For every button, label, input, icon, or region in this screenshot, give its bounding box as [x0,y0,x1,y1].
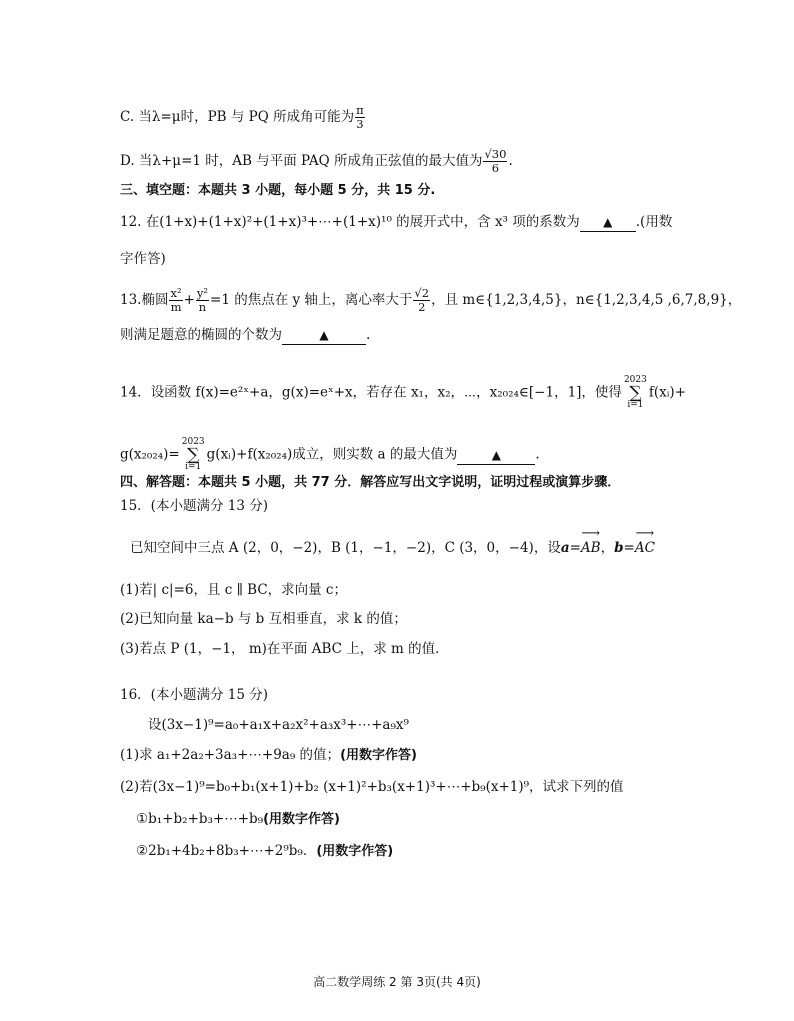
q14-summation-1: 2023 ∑ i=1 [623,375,647,410]
vector-ab: ⟶ AB [580,526,601,556]
q11-d-text: D. 当λ+μ=1 时，AB 与平面 PAQ 所成角正弦值的最大值为 [120,153,483,169]
vector-a: a [560,540,570,556]
q14-summation-2: 2023 ∑ i=1 [181,437,205,472]
q16-part-1: (1)求 a₁+2a₂+3a₃+⋯+9a₉ 的值；(用数字作答) [120,747,417,763]
q16-stem: 设(3x−1)⁹=a₀+a₁x+a₂x²+a₃x³+⋯+a₉x⁹ [148,717,409,733]
q15-stem: 已知空间中三点 A (2，0，−2)，B (1，−1，−2)，C (3，0，−4)，设a= ⟶ AB，b= ⟶ AC [130,526,655,556]
q13-fraction-x: $\frac{\text{x²}}{m}$ [170,286,182,314]
q15-title: 15．(本小题满分 13 分) [120,498,268,514]
q12-answer-blank: ▲ [580,213,636,232]
q13-line2: 则满足题意的椭圆的个数为 ▲ . [120,327,371,343]
vector-b: b [614,540,624,556]
q11-option-d: D. 当λ+μ=1 时，AB 与平面 PAQ 所成角正弦值的最大值为 $\frac{√30}{6}$ . [120,147,513,175]
q13-fraction-y: $\frac{\text{y²}}{n}$ [196,286,209,314]
q14-line2: g(x₂₀₂₄)=2023 ∑ i=1g(xᵢ)+f(x₂₀₂₄)成立，则实数 a 的最大值为 ▲ . [120,437,540,472]
q12-line1: 12. 在(1+x)+(1+x)²+(1+x)³+⋯+(1+x)¹⁰ 的展开式中，含 x³ 项的系数为 ▲ .(用数 [120,214,673,230]
q15-part-1: (1)若| c|=6，且 c ∥ BC，求向量 c； [120,582,347,598]
q11-d-fraction: $\frac{√30}{6}$ [484,147,507,175]
q12-line2: 字作答) [120,251,166,267]
q11-c-text: C. 当λ=μ时，PB 与 PQ 所成角可能为 [120,109,355,125]
q11-c-fraction: $\frac{\pi}{3}$ [356,103,364,131]
q13-fraction-e: $\frac{√2}{2}$ [414,286,430,314]
section-3-heading: 三、填空题：本题共 3 小题，每小题 5 分，共 15 分. [120,183,436,198]
q14-text: 设函数 f(x)=e²ˣ+a，g(x)=eˣ+x，若存在 x₁，x₂，⋯，x₂₀₂₄∈[−1，1]，使得 [150,384,622,401]
page-footer: 高二数学周练 2 第 3页(共 4页) [313,975,481,989]
q12-text: 在(1+x)+(1+x)²+(1+x)³+⋯+(1+x)¹⁰ 的展开式中，含 x³ 项的系数为 [145,214,580,230]
q15-part-2: (2)已知向量 ka−b 与 b 互相垂直，求 k 的值； [120,611,407,627]
vector-ac: ⟶ AC [634,526,655,556]
q16-sub-1: ①b₁+b₂+b₃+⋯+b₉(用数字作答) [136,811,340,827]
q13-answer-blank: ▲ [282,326,366,345]
q15-part-3: (3)若点 P (1，−1， m)在平面 ABC 上，求 m 的值． [120,641,449,657]
q14-answer-blank: ▲ [457,446,535,465]
q14-line1: 14．设函数 f(x)=e²ˣ+a，g(x)=eˣ+x，若存在 x₁，x₂，⋯，x₂₀₂₄∈[−1，1]，使得2023 ∑ i=1f(xᵢ)+ [120,375,687,410]
q13-line1: 13.椭圆 $\frac{\text{x²}}{m}$ + $\frac{\text{y²}}{n}$ =1 的焦点在 y 轴上，离心率大于 $\frac{√2}{2}$ ，且 m∈{1,2,3,4,5}，n∈{1,2,3,4,5 ,6,7,8,9}， [120,286,742,314]
section-4-heading: 四、解答题：本题共 5 小题，共 77 分．解答应写出文字说明，证明过程或演算步骤． [120,475,621,490]
q16-title: 16．(本小题满分 15 分) [120,687,268,703]
q16-part-2: (2)若(3x−1)⁹=b₀+b₁(x+1)+b₂ (x+1)²+b₃(x+1)³+⋯+b₉(x+1)⁹，试求下列的值 [120,779,624,795]
q16-sub-2: ②2b₁+4b₂+8b₃+⋯+2⁹b₉．(用数字作答) [136,843,394,859]
q11-option-c [120,104,366,131]
